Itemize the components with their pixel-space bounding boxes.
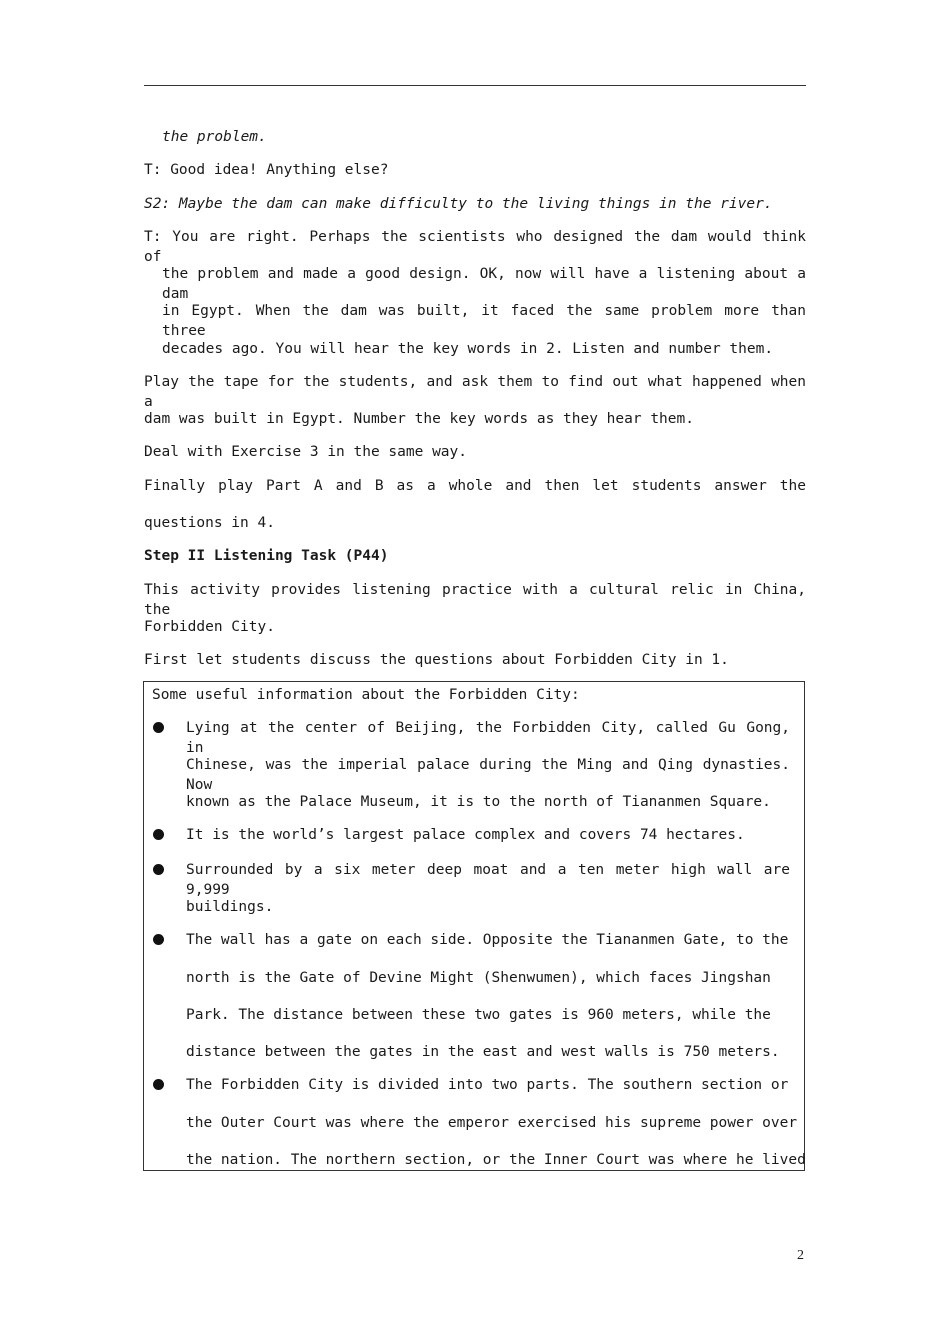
bullet-line: Surrounded by a six meter deep moat and a ten meter high wall are 9,999 (186, 862, 790, 898)
paragraph-line: This activity provides listening practice with a cultural relic in China, the (144, 582, 806, 618)
bullet-line: Chinese, was the imperial palace during the Ming and Qing dynasties. Now (186, 757, 790, 793)
bullet-line: known as the Palace Museum, it is to the north of Tiananmen Square. (186, 794, 771, 810)
bullet-line: It is the world’s largest palace complex and covers 74 hectares. (186, 827, 745, 843)
bullet-line: Lying at the center of Beijing, the Forbidden City, called Gu Gong, in (186, 720, 790, 756)
bullet-icon (153, 722, 164, 733)
paragraph-line: Play the tape for the students, and ask them to find out what happened when a (144, 374, 806, 410)
paragraph-line: dam was built in Egypt. Number the key words as they hear them. (144, 411, 694, 427)
header-rule (144, 85, 806, 86)
paragraph-line: Forbidden City. (144, 619, 275, 635)
paragraph-line: First let students discuss the questions about Forbidden City in 1. (144, 652, 729, 668)
info-box-title: Some useful information about the Forbidden City: (152, 687, 580, 703)
paragraph-line: Deal with Exercise 3 in the same way. (144, 444, 468, 460)
section-heading: Step II Listening Task (P44) (144, 548, 389, 564)
bullet-line: the Outer Court was where the emperor exercised his supreme power over (186, 1115, 798, 1131)
bullet-icon (153, 864, 164, 875)
dialogue-line: the problem. (162, 129, 267, 145)
paragraph-line: questions in 4. (144, 515, 275, 531)
dialogue-line: decades ago. You will hear the key words in 2. Listen and number them. (162, 341, 774, 357)
bullet-icon (153, 934, 164, 945)
bullet-line: distance between the gates in the east and west walls is 750 meters. (186, 1044, 780, 1060)
bullet-icon (153, 1079, 164, 1090)
dialogue-line: T: You are right. Perhaps the scientists who designed the dam would think of (144, 229, 806, 265)
dialogue-line: S2: Maybe the dam can make difficulty to the living things in the river. (144, 196, 773, 212)
bullet-line: buildings. (186, 899, 274, 915)
dialogue-line: in Egypt. When the dam was built, it faced the same problem more than three (162, 303, 806, 339)
bullet-line: Park. The distance between these two gates is 960 meters, while the (186, 1007, 771, 1023)
bullet-icon (153, 829, 164, 840)
dialogue-line: T: Good idea! Anything else? (144, 162, 389, 178)
page-number: 2 (797, 1248, 804, 1263)
paragraph-line: Finally play Part A and B as a whole and then let students answer the (144, 478, 806, 494)
dialogue-line: the problem and made a good design. OK, now will have a listening about a dam (162, 266, 806, 302)
bullet-line: the nation. The northern section, or the Inner Court was where he lived (186, 1152, 806, 1168)
bullet-line: north is the Gate of Devine Might (Shenwumen), which faces Jingshan (186, 970, 771, 986)
bullet-line: The Forbidden City is divided into two parts. The southern section or (186, 1077, 789, 1093)
bullet-line: The wall has a gate on each side. Opposite the Tiananmen Gate, to the (186, 932, 789, 948)
